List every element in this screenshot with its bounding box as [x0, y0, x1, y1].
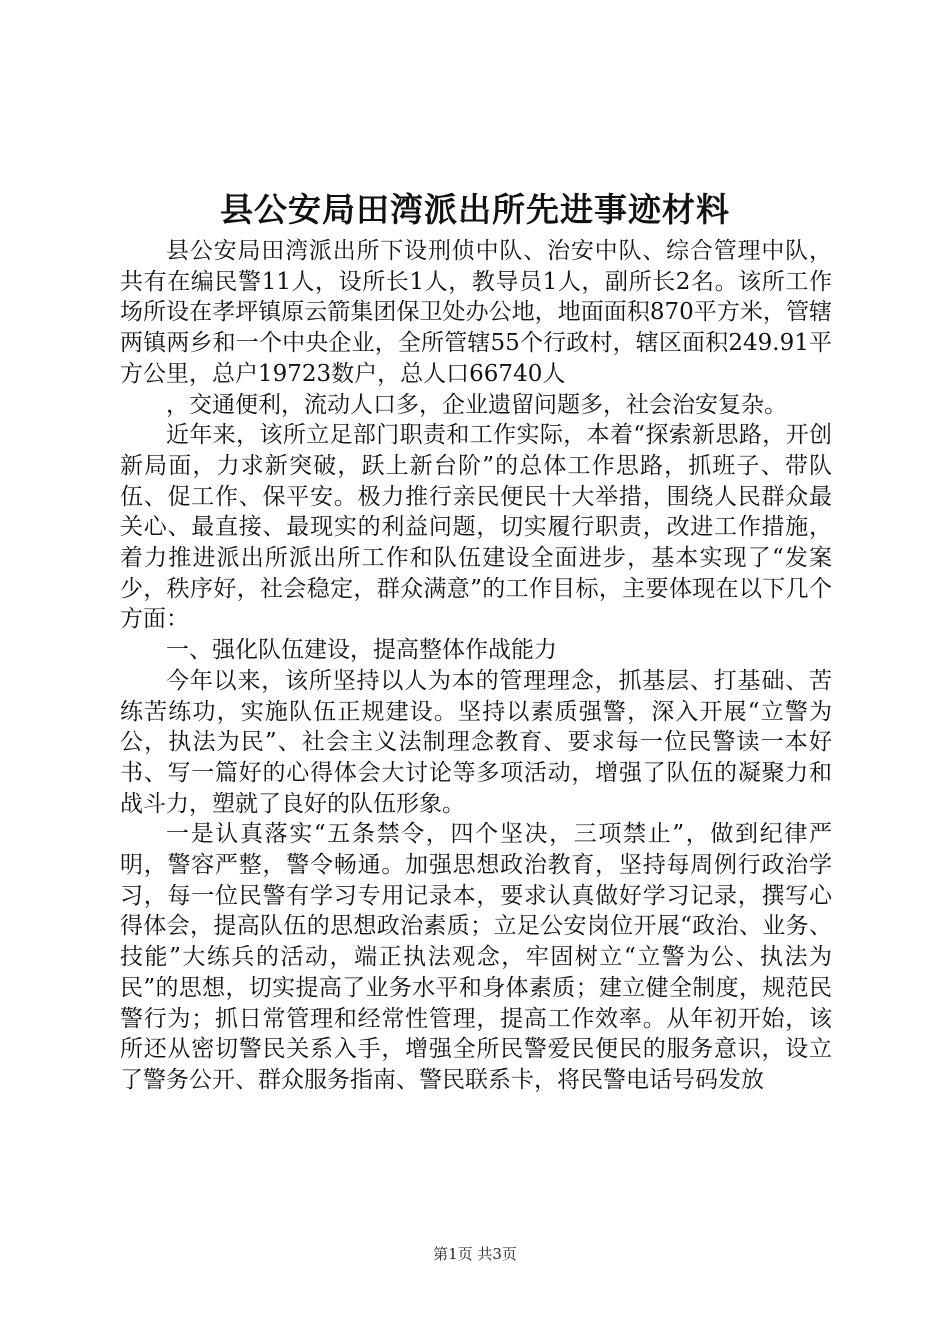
section-heading: 一、强化队伍建设，提高整体作战能力: [166, 637, 557, 664]
paragraph-intro-continued: ，交通便利，流动人口多，企业遗留问题多，社会治安复杂。: [166, 391, 787, 418]
paragraph-intro: 县公安局田湾派出所下设刑侦中队、治安中队、综合管理中队，共有在编民警11人，设所长1人，教导员1人，副所长2名。该所工作场所设在孝坪镇原云箭集团保卫处办公地，地面面积870平方米，管辖两镇两乡和一个中央企业，全所管辖55个行政村，辖区面积249.91平方公里，总户19723数户，总人口66740人: [120, 238, 832, 387]
page-footer: 第1页 共3页: [433, 1245, 517, 1263]
document-body: [120, 236, 832, 1096]
paragraph-point-one: 一是认真落实“五条禁令，四个坚决，三项禁止”，做到纪律严明，警容严整，警令畅通。加强思想政治教育，坚持每周例行政治学习，每一位民警有学习专用记录本，要求认真做好学习记录，撰写心得体会，提高队伍的思想政治素质；立足公安岗位开展“政治、业务、技能”大练兵的活动，端正执法观念，牢固树立“立警为公、执法为民”的思想，切实提高了业务水平和身体素质；建立健全制度，规范民警行为；抓日常管理和经常性管理，提高工作效率。从年初开始，该所还从密切警民关系入手，增强全所民警爱民便民的服务意识，设立了警务公开、群众服务指南、警民联系卡，将民警电话号码发放: [120, 821, 832, 1093]
document-title: 县公安局田湾派出所先进事迹材料: [220, 190, 730, 229]
paragraph-team-building: 今年以来，该所坚持以人为本的管理理念，抓基层、打基础、苦练苦练功，实施队伍正规建设。坚持以素质强警，深入开展“立警为公，执法为民”、社会主义法制理念教育、要求每一位民警读一本好书、写一篇好的心得体会大讨论等多项活动，增强了队伍的凝聚力和战斗力，塑就了良好的队伍形象。: [120, 667, 832, 817]
paragraph-overview: 近年来，该所立足部门职责和工作实际，本着“探索新思路，开创新局面，力求新突破，跃上新台阶”的总体工作思路，抓班子、带队伍、促工作、保平安。极力推行亲民便民十大举措，围绕人民群众最关心、最直接、最现实的利益问题，切实履行职责，改进工作措施，着力推进派出所派出所工作和队伍建设全面进步，基本实现了“发案少，秩序好，社会稳定，群众满意”的工作目标，主要体现在以下几个方面：: [120, 422, 832, 633]
